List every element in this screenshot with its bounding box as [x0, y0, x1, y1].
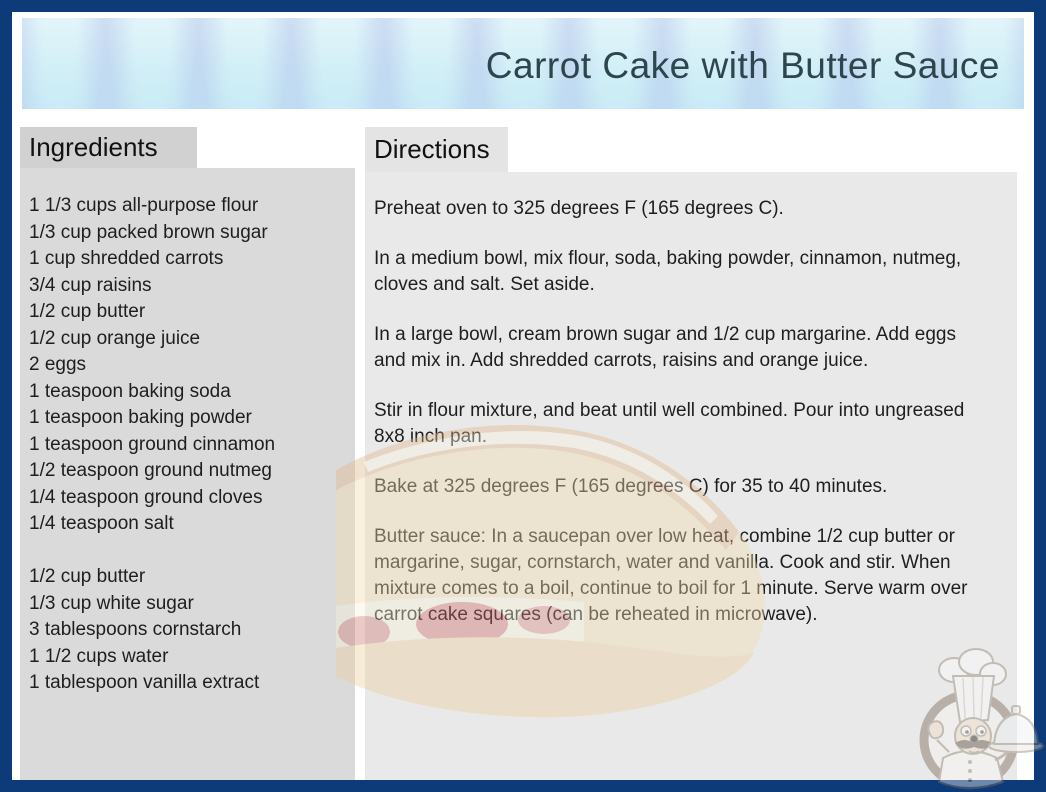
ingredient-item: 1 1/3 cups all-purpose flour — [29, 195, 259, 216]
page-title: Carrot Cake with Butter Sauce — [485, 44, 1000, 86]
directions-paragraphs — [365, 172, 1017, 628]
ingredient-item: 1 1/2 cups water — [29, 645, 169, 667]
ingredient-item: 3 tablespoons cornstarch — [29, 619, 242, 640]
direction-paragraph: Preheat oven to 325 degrees F (165 degrees C). — [374, 198, 784, 219]
ingredient-item: 3/4 cup raisins — [29, 274, 152, 296]
header-band — [22, 18, 1024, 109]
ingredient-item: 1/2 teaspoon ground nutmeg — [29, 460, 272, 481]
direction-paragraph: Stir in flour mixture, and beat until well combined. Pour into ungreased 8x8 inch pan. — [374, 400, 965, 447]
ingredient-item — [29, 538, 349, 565]
ingredient-item: 1 teaspoon baking powder — [29, 407, 252, 428]
ingredient-item: 1 cup shredded carrots — [29, 248, 224, 269]
ingredients-heading-box — [20, 127, 197, 168]
ingredient-item: 2 eggs — [29, 354, 87, 375]
ingredient-item: 1 teaspoon baking soda — [29, 380, 231, 402]
direction-paragraph: Butter sauce: In a saucepan over low heat, combine 1/2 cup butter or margarine, sugar, cornstarch, water and vanilla. Cook and stir. When mixture comes to a boil, continue to boil for 1 minute. Serve warm over carrot cake squares (can be reheated in microwave). — [374, 526, 968, 625]
directions-heading: Directions — [374, 134, 490, 164]
ingredients-panel — [20, 168, 355, 780]
ingredient-item: 1 teaspoon ground cinnamon — [29, 433, 276, 455]
recipe-card-inner — [12, 12, 1034, 780]
ingredient-item: 1/2 cup butter — [29, 566, 146, 587]
direction-paragraph: In a large bowl, cream brown sugar and 1/2 cup margarine. Add eggs and mix in. Add shredded carrots, raisins and orange juice. — [374, 324, 956, 371]
ingredient-item: 1/2 cup orange juice — [29, 327, 201, 349]
directions-panel — [365, 172, 1017, 780]
ingredients-list — [20, 168, 355, 697]
ingredient-item: 1/2 cup butter — [29, 301, 146, 322]
ingredient-item: 1 tablespoon vanilla extract — [29, 672, 260, 693]
ingredient-item: 1/3 cup packed brown sugar — [29, 221, 268, 243]
directions-heading-box — [365, 127, 508, 172]
ingredients-heading: Ingredients — [29, 132, 158, 162]
ingredient-item: 1/4 teaspoon ground cloves — [29, 486, 263, 508]
ingredient-item: 1/4 teaspoon salt — [29, 513, 174, 534]
direction-paragraph: Bake at 325 degrees F (165 degrees C) for 35 to 40 minutes. — [374, 476, 888, 497]
direction-paragraph: In a medium bowl, mix flour, soda, baking powder, cinnamon, nutmeg, cloves and salt. Set aside. — [374, 248, 962, 295]
ingredient-item: 1/3 cup white sugar — [29, 592, 194, 614]
